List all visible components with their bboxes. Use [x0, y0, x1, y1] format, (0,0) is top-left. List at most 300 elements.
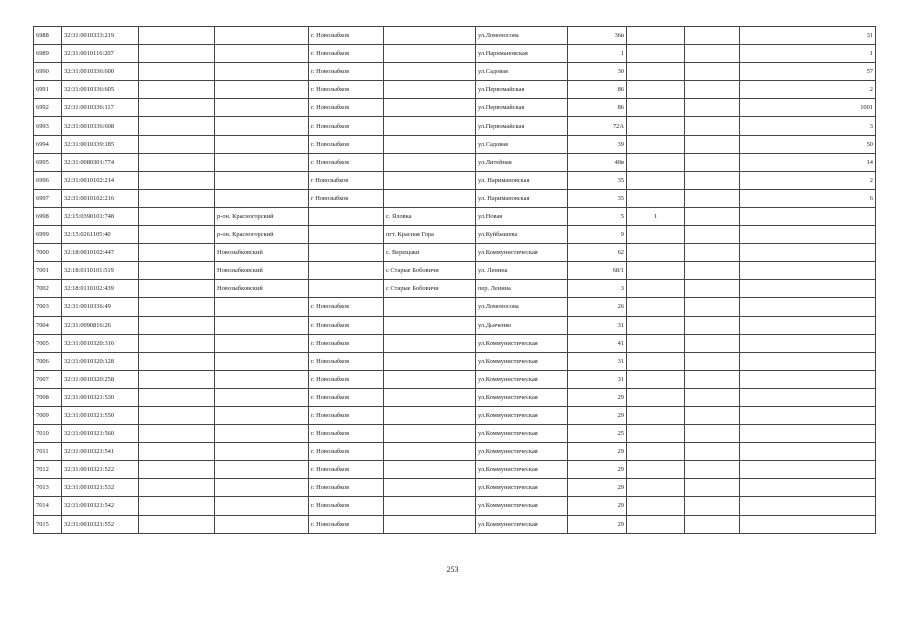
street-cell: ул.Коммунистическая: [476, 443, 568, 461]
house-number-cell: 29: [568, 515, 627, 533]
table-row: [34, 135, 876, 153]
empty-cell: [139, 406, 215, 424]
street-cell: ул.Коммунистическая: [476, 515, 568, 533]
settlement-cell: [384, 316, 476, 334]
row-number-cell: 7002: [34, 280, 62, 298]
city-cell: г. Новозыбков: [309, 461, 384, 479]
city-cell: г. Новозыбков: [309, 63, 384, 81]
district-cell: [215, 479, 309, 497]
house-number-cell: 36в: [568, 27, 627, 45]
row-number-cell: 6997: [34, 189, 62, 207]
settlement-cell: [384, 370, 476, 388]
building-cell: [627, 226, 685, 244]
table-row: [34, 316, 876, 334]
table-row: [34, 99, 876, 117]
empty-cell: [685, 388, 740, 406]
building-cell: [627, 171, 685, 189]
cadastral-number-cell: 32:31:0010336:49: [62, 298, 139, 316]
building-cell: [627, 262, 685, 280]
apartment-cell: [740, 515, 876, 533]
row-number-cell: 6991: [34, 81, 62, 99]
table-row: [34, 280, 876, 298]
apartment-cell: 3: [740, 117, 876, 135]
cadastral-number-cell: 32:31:0010336:605: [62, 81, 139, 99]
district-cell: [215, 515, 309, 533]
building-cell: [627, 81, 685, 99]
settlement-cell: [384, 443, 476, 461]
settlement-cell: [384, 515, 476, 533]
house-number-cell: 29: [568, 443, 627, 461]
street-cell: ул.Коммунистическая: [476, 425, 568, 443]
empty-cell: [685, 81, 740, 99]
cadastral-number-cell: 32:31:0010116:207: [62, 45, 139, 63]
street-cell: ул.Ломоносова: [476, 298, 568, 316]
city-cell: [309, 280, 384, 298]
row-number-cell: 6994: [34, 135, 62, 153]
empty-cell: [685, 226, 740, 244]
building-cell: [627, 461, 685, 479]
row-number-cell: 7000: [34, 244, 62, 262]
settlement-cell: [384, 99, 476, 117]
row-number-cell: 7010: [34, 425, 62, 443]
cadastral-number-cell: 32:31:0010336:600: [62, 63, 139, 81]
table-row: [34, 153, 876, 171]
settlement-cell: с. Яловка: [384, 207, 476, 225]
street-cell: ул.Литейная: [476, 153, 568, 171]
settlement-cell: [384, 189, 476, 207]
empty-cell: [139, 27, 215, 45]
settlement-cell: с Старые Бобовичи: [384, 280, 476, 298]
building-cell: [627, 99, 685, 117]
building-cell: [627, 316, 685, 334]
empty-cell: [139, 334, 215, 352]
table-row: [34, 443, 876, 461]
cadastral-number-cell: 32:31:0010321:541: [62, 443, 139, 461]
row-number-cell: 7011: [34, 443, 62, 461]
cadastral-number-cell: 32:31:0010321:560: [62, 425, 139, 443]
registry-table-body: [34, 27, 876, 534]
page-number: 253: [446, 565, 459, 574]
building-cell: [627, 515, 685, 533]
settlement-cell: пгт. Красная Гора: [384, 226, 476, 244]
apartment-cell: 6: [740, 189, 876, 207]
empty-cell: [685, 443, 740, 461]
apartment-cell: [740, 406, 876, 424]
city-cell: [309, 244, 384, 262]
apartment-cell: [740, 298, 876, 316]
cadastral-number-cell: 32:31:0010102:216: [62, 189, 139, 207]
settlement-cell: [384, 81, 476, 99]
district-cell: [215, 45, 309, 63]
empty-cell: [139, 153, 215, 171]
street-cell: ул.Коммунистическая: [476, 479, 568, 497]
apartment-cell: [740, 443, 876, 461]
city-cell: г. Новозыбков: [309, 81, 384, 99]
city-cell: г. Новозыбков: [309, 117, 384, 135]
row-number-cell: 6992: [34, 99, 62, 117]
cadastral-number-cell: 32:31:0010339:185: [62, 135, 139, 153]
empty-cell: [139, 298, 215, 316]
table-row: [34, 27, 876, 45]
apartment-cell: [740, 280, 876, 298]
city-cell: г. Новозыбков: [309, 515, 384, 533]
cadastral-number-cell: 32:15:0390101:748: [62, 207, 139, 225]
row-number-cell: 7001: [34, 262, 62, 280]
table-row: [34, 479, 876, 497]
registry-table: [33, 26, 876, 534]
empty-cell: [685, 316, 740, 334]
settlement-cell: [384, 45, 476, 63]
apartment-cell: [740, 352, 876, 370]
apartment-cell: 2: [740, 171, 876, 189]
empty-cell: [139, 171, 215, 189]
house-number-cell: 62: [568, 244, 627, 262]
building-cell: [627, 370, 685, 388]
row-number-cell: 6999: [34, 226, 62, 244]
apartment-cell: 1: [740, 45, 876, 63]
house-number-cell: 35: [568, 189, 627, 207]
cadastral-number-cell: 32:31:0010336:117: [62, 99, 139, 117]
empty-cell: [139, 207, 215, 225]
house-number-cell: 68/1: [568, 262, 627, 280]
street-cell: пер. Ленина: [476, 280, 568, 298]
district-cell: Новозыбковский: [215, 280, 309, 298]
house-number-cell: 31: [568, 316, 627, 334]
district-cell: [215, 63, 309, 81]
cadastral-number-cell: 32:31:0010321:532: [62, 479, 139, 497]
street-cell: ул.Первомайская: [476, 99, 568, 117]
settlement-cell: [384, 461, 476, 479]
empty-cell: [139, 244, 215, 262]
building-cell: [627, 117, 685, 135]
table-row: [34, 81, 876, 99]
apartment-cell: [740, 207, 876, 225]
house-number-cell: 72А: [568, 117, 627, 135]
empty-cell: [139, 370, 215, 388]
row-number-cell: 7008: [34, 388, 62, 406]
street-cell: ул.Ломоносова: [476, 27, 568, 45]
apartment-cell: 31: [740, 27, 876, 45]
city-cell: г Новозыбков: [309, 189, 384, 207]
building-cell: [627, 497, 685, 515]
table-row: [34, 388, 876, 406]
table-row: [34, 262, 876, 280]
table-row: [34, 370, 876, 388]
apartment-cell: 1001: [740, 99, 876, 117]
building-cell: [627, 63, 685, 81]
district-cell: [215, 27, 309, 45]
settlement-cell: [384, 135, 476, 153]
city-cell: г. Новозыбков: [309, 406, 384, 424]
empty-cell: [685, 244, 740, 262]
row-number-cell: 6993: [34, 117, 62, 135]
street-cell: ул.Коммунистическая: [476, 352, 568, 370]
empty-cell: [685, 298, 740, 316]
table-row: [34, 334, 876, 352]
table-row: [34, 226, 876, 244]
empty-cell: [685, 153, 740, 171]
cadastral-number-cell: 32:18:0010102:447: [62, 244, 139, 262]
district-cell: [215, 443, 309, 461]
street-cell: ул.Садовая: [476, 135, 568, 153]
row-number-cell: 7014: [34, 497, 62, 515]
row-number-cell: 7012: [34, 461, 62, 479]
table-row: [34, 497, 876, 515]
row-number-cell: 7004: [34, 316, 62, 334]
building-cell: [627, 406, 685, 424]
empty-cell: [139, 316, 215, 334]
city-cell: [309, 226, 384, 244]
empty-cell: [685, 63, 740, 81]
house-number-cell: 26: [568, 298, 627, 316]
apartment-cell: [740, 226, 876, 244]
apartment-cell: [740, 244, 876, 262]
city-cell: г. Новозыбков: [309, 352, 384, 370]
street-cell: ул.Первомайская: [476, 81, 568, 99]
district-cell: [215, 135, 309, 153]
district-cell: [215, 117, 309, 135]
settlement-cell: с Старые Бобовичи: [384, 262, 476, 280]
settlement-cell: [384, 406, 476, 424]
empty-cell: [139, 497, 215, 515]
empty-cell: [139, 45, 215, 63]
empty-cell: [139, 443, 215, 461]
table-row: [34, 244, 876, 262]
empty-cell: [685, 406, 740, 424]
row-number-cell: 7005: [34, 334, 62, 352]
street-cell: ул.Новая: [476, 207, 568, 225]
cadastral-number-cell: 32:31:0080301:774: [62, 153, 139, 171]
apartment-cell: [740, 316, 876, 334]
empty-cell: [685, 189, 740, 207]
cadastral-number-cell: 32:31:0010321:522: [62, 461, 139, 479]
city-cell: г. Новозыбков: [309, 388, 384, 406]
building-cell: [627, 244, 685, 262]
city-cell: г. Новозыбков: [309, 425, 384, 443]
table-row: [34, 207, 876, 225]
table-row: [34, 406, 876, 424]
cadastral-number-cell: 32:31:0010321:530: [62, 388, 139, 406]
empty-cell: [139, 515, 215, 533]
apartment-cell: [740, 262, 876, 280]
district-cell: [215, 334, 309, 352]
empty-cell: [139, 117, 215, 135]
empty-cell: [139, 189, 215, 207]
building-cell: 1: [627, 207, 685, 225]
settlement-cell: [384, 27, 476, 45]
district-cell: [215, 298, 309, 316]
table-row: [34, 45, 876, 63]
street-cell: ул.Куйбышева: [476, 226, 568, 244]
district-cell: [215, 352, 309, 370]
empty-cell: [685, 262, 740, 280]
building-cell: [627, 352, 685, 370]
row-number-cell: 6998: [34, 207, 62, 225]
city-cell: г. Новозыбков: [309, 497, 384, 515]
settlement-cell: [384, 479, 476, 497]
table-row: [34, 117, 876, 135]
row-number-cell: 7013: [34, 479, 62, 497]
street-cell: ул.Коммунистическая: [476, 334, 568, 352]
empty-cell: [139, 135, 215, 153]
house-number-cell: 31: [568, 370, 627, 388]
district-cell: [215, 316, 309, 334]
apartment-cell: [740, 388, 876, 406]
district-cell: Новозыбковский: [215, 244, 309, 262]
settlement-cell: [384, 352, 476, 370]
cadastral-number-cell: 32:31:0010320:128: [62, 352, 139, 370]
house-number-cell: 1: [568, 45, 627, 63]
apartment-cell: [740, 334, 876, 352]
street-cell: ул. Наримановская: [476, 189, 568, 207]
apartment-cell: [740, 461, 876, 479]
street-cell: ул. Ленина: [476, 262, 568, 280]
house-number-cell: 40в: [568, 153, 627, 171]
city-cell: г. Новозыбков: [309, 27, 384, 45]
house-number-cell: 35: [568, 171, 627, 189]
empty-cell: [685, 334, 740, 352]
row-number-cell: 7003: [34, 298, 62, 316]
house-number-cell: 29: [568, 388, 627, 406]
empty-cell: [685, 135, 740, 153]
empty-cell: [685, 479, 740, 497]
empty-cell: [685, 425, 740, 443]
city-cell: г. Новозыбков: [309, 153, 384, 171]
row-number-cell: 6989: [34, 45, 62, 63]
empty-cell: [685, 370, 740, 388]
settlement-cell: [384, 388, 476, 406]
empty-cell: [139, 388, 215, 406]
empty-cell: [139, 99, 215, 117]
house-number-cell: 9: [568, 226, 627, 244]
settlement-cell: [384, 117, 476, 135]
apartment-cell: 50: [740, 135, 876, 153]
street-cell: ул.Коммунистическая: [476, 461, 568, 479]
house-number-cell: 86: [568, 99, 627, 117]
city-cell: г. Новозыбков: [309, 135, 384, 153]
district-cell: [215, 99, 309, 117]
settlement-cell: [384, 425, 476, 443]
city-cell: г. Новозыбков: [309, 45, 384, 63]
cadastral-number-cell: 32:31:0010320:258: [62, 370, 139, 388]
table-row: [34, 171, 876, 189]
settlement-cell: [384, 497, 476, 515]
row-number-cell: 6996: [34, 171, 62, 189]
street-cell: ул.Коммунистическая: [476, 244, 568, 262]
empty-cell: [139, 226, 215, 244]
city-cell: г. Новозыбков: [309, 316, 384, 334]
house-number-cell: 30: [568, 63, 627, 81]
city-cell: г. Новозыбков: [309, 443, 384, 461]
empty-cell: [139, 262, 215, 280]
empty-cell: [685, 207, 740, 225]
street-cell: ул.Коммунистическая: [476, 406, 568, 424]
district-cell: [215, 406, 309, 424]
district-cell: [215, 461, 309, 479]
row-number-cell: 7007: [34, 370, 62, 388]
district-cell: [215, 388, 309, 406]
building-cell: [627, 443, 685, 461]
apartment-cell: 2: [740, 81, 876, 99]
building-cell: [627, 479, 685, 497]
district-cell: Новозыбковский: [215, 262, 309, 280]
city-cell: г. Новозыбков: [309, 298, 384, 316]
building-cell: [627, 280, 685, 298]
empty-cell: [685, 352, 740, 370]
street-cell: ул.Дьяченко: [476, 316, 568, 334]
city-cell: г. Новозыбков: [309, 479, 384, 497]
empty-cell: [685, 117, 740, 135]
street-cell: ул.Садовая: [476, 63, 568, 81]
row-number-cell: 7009: [34, 406, 62, 424]
empty-cell: [685, 45, 740, 63]
city-cell: [309, 262, 384, 280]
house-number-cell: 29: [568, 406, 627, 424]
cadastral-number-cell: 32:31:0010336:608: [62, 117, 139, 135]
city-cell: [309, 207, 384, 225]
empty-cell: [139, 81, 215, 99]
empty-cell: [139, 352, 215, 370]
house-number-cell: 86: [568, 81, 627, 99]
house-number-cell: 3: [568, 280, 627, 298]
empty-cell: [139, 479, 215, 497]
building-cell: [627, 298, 685, 316]
house-number-cell: 41: [568, 334, 627, 352]
cadastral-number-cell: 32:15:0261105:40: [62, 226, 139, 244]
city-cell: г Новозыбков: [309, 171, 384, 189]
row-number-cell: 6995: [34, 153, 62, 171]
empty-cell: [139, 63, 215, 81]
empty-cell: [685, 515, 740, 533]
empty-cell: [685, 497, 740, 515]
apartment-cell: 57: [740, 63, 876, 81]
district-cell: [215, 497, 309, 515]
building-cell: [627, 135, 685, 153]
district-cell: [215, 189, 309, 207]
cadastral-number-cell: 32:31:0010321:552: [62, 515, 139, 533]
cadastral-number-cell: 32:31:0010321:542: [62, 497, 139, 515]
street-cell: ул.Коммунистическая: [476, 370, 568, 388]
building-cell: [627, 388, 685, 406]
house-number-cell: 29: [568, 479, 627, 497]
empty-cell: [139, 425, 215, 443]
table-row: [34, 298, 876, 316]
table-row: [34, 461, 876, 479]
district-cell: [215, 81, 309, 99]
empty-cell: [685, 280, 740, 298]
cadastral-number-cell: 32:31:0090816:26: [62, 316, 139, 334]
empty-cell: [685, 171, 740, 189]
building-cell: [627, 334, 685, 352]
cadastral-number-cell: 32:31:0010333:219: [62, 27, 139, 45]
apartment-cell: [740, 479, 876, 497]
city-cell: г. Новозыбков: [309, 99, 384, 117]
building-cell: [627, 45, 685, 63]
house-number-cell: 39: [568, 135, 627, 153]
house-number-cell: 29: [568, 461, 627, 479]
cadastral-number-cell: 32:31:0010320:316: [62, 334, 139, 352]
settlement-cell: [384, 298, 476, 316]
settlement-cell: [384, 171, 476, 189]
street-cell: ул.Наримановская: [476, 45, 568, 63]
city-cell: г. Новозыбков: [309, 334, 384, 352]
building-cell: [627, 153, 685, 171]
apartment-cell: [740, 370, 876, 388]
settlement-cell: [384, 63, 476, 81]
table-row: [34, 352, 876, 370]
cadastral-number-cell: 32:31:0010321:550: [62, 406, 139, 424]
table-row: [34, 189, 876, 207]
